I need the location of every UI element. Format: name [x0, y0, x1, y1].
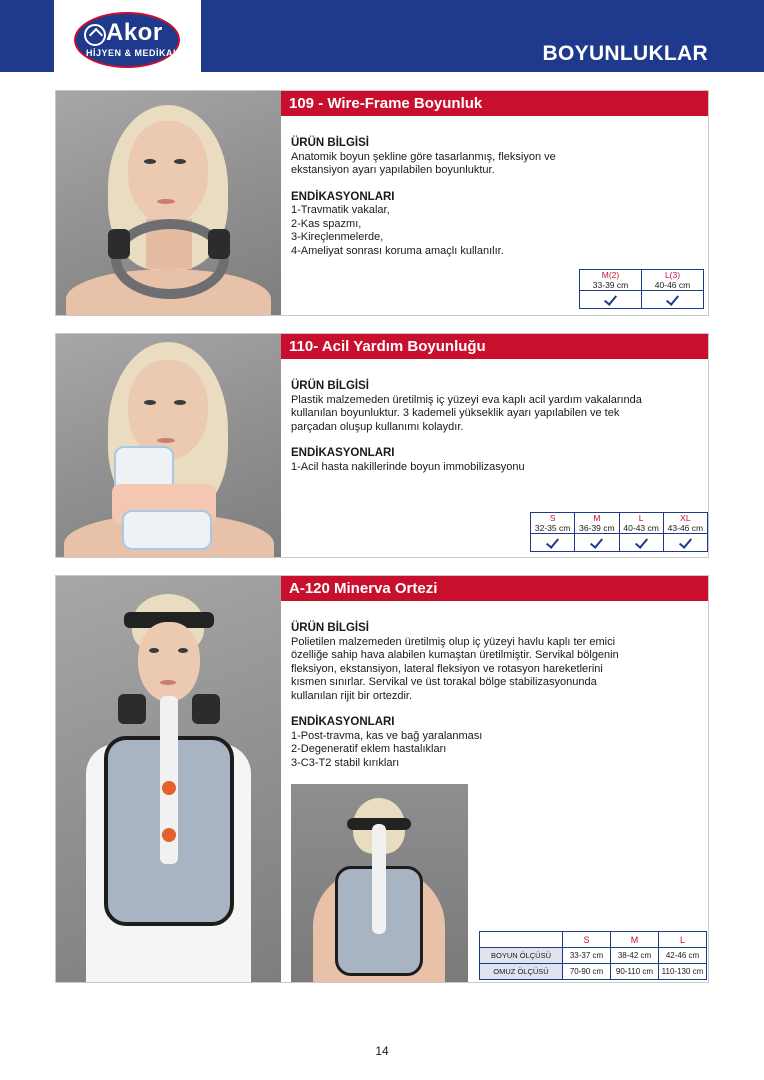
info-label: ÜRÜN BİLGİSİ [291, 380, 369, 392]
product-photo-wire-frame [56, 91, 281, 315]
product-photo-emergency-collar [56, 334, 281, 557]
availability-cell [619, 534, 663, 552]
measure-value: 33-37 cm [563, 948, 611, 964]
product-photo-minerva-back [291, 784, 468, 982]
size-cell: XL 43-46 cm [663, 513, 707, 534]
size-header: L [659, 932, 707, 948]
size-cell: L(3) 40-46 cm [642, 270, 704, 291]
check-icon [679, 535, 692, 549]
indication-item: 3-Kireçlenmelerde, [291, 231, 384, 243]
indication-item: 1-Post-travma, kas ve bağ yaralanması [291, 729, 483, 742]
size-cell: M(2) 33-39 cm [580, 270, 642, 291]
availability-cell [531, 534, 575, 552]
product-photo-minerva-front [56, 576, 281, 982]
size-cell: M 36-39 cm [575, 513, 619, 534]
info-line: kısmen sınırlar. Servikal ve üst torakal bölge stabilizasyonunda [291, 676, 597, 688]
availability-cell [663, 534, 707, 552]
product-description [291, 622, 698, 770]
indications-label: ENDİKASYONLARI [291, 190, 395, 203]
size-cell: L 40-43 cm [619, 513, 663, 534]
availability-cell [575, 534, 619, 552]
info-line: kullanılan rijit bir ortezdir. [291, 689, 413, 702]
check-icon [604, 292, 617, 306]
indication-item: 1-Acil hasta nakillerinde boyun immobilizasyonu [291, 460, 525, 473]
info-line: Polietilen malzemeden üretilmiş olup iç yüzeyi havlu kaplı ter emici [291, 635, 616, 648]
check-icon [635, 535, 648, 549]
measure-value: 70-90 cm [563, 964, 611, 980]
info-line: ekstansiyon ayarı yapılabilen boyunluktur. [291, 164, 495, 176]
availability-cell [642, 291, 704, 309]
info-line: kullanılan boyunluktur. 3 kademeli yükseklik ayarı yapılabilen ve tek [291, 407, 620, 419]
logo-container [54, 0, 201, 72]
page-number: 14 [375, 1044, 389, 1058]
size-table [579, 269, 704, 309]
row-label: OMUZ ÖLÇÜSÜ [480, 964, 563, 980]
product-description [291, 380, 698, 474]
info-label: ÜRÜN BİLGİSİ [291, 622, 369, 634]
indication-item: 2-Degeneratif eklem hastalıkları [291, 743, 447, 755]
product-description [291, 137, 698, 258]
product-title: 109 - Wire-Frame Boyunluk [281, 91, 708, 116]
indication-item: 2-Kas spazmı, [291, 217, 362, 230]
page-title: BOYUNLUKLAR [542, 42, 708, 65]
akor-logo [74, 12, 180, 68]
product-card-110 [55, 333, 709, 558]
measure-value: 90-110 cm [611, 964, 659, 980]
measure-value: 38-42 cm [611, 948, 659, 964]
info-line: Plastik malzemeden üretilmiş iç yüzeyi eva kaplı acil yardım vakalarında [291, 393, 642, 406]
indications-label: ENDİKASYONLARI [291, 716, 395, 728]
product-card-109 [55, 90, 709, 316]
logo-emblem-icon [84, 24, 106, 46]
indication-item: 1-Travmatik vakalar, [291, 204, 390, 216]
info-line: parçadan oluşup kullanımı kolaydır. [291, 420, 464, 433]
row-label: BOYUN ÖLÇÜSÜ [480, 948, 563, 964]
check-icon [666, 292, 679, 306]
info-label: ÜRÜN BİLGİSİ [291, 137, 369, 149]
product-title: 110- Acil Yardım Boyunluğu [281, 334, 708, 359]
size-header: M [611, 932, 659, 948]
measure-value: 110-130 cm [659, 964, 707, 980]
indication-item: 3-C3-T2 stabil kırıkları [291, 756, 400, 769]
measurement-table [479, 931, 707, 980]
logo-name: Akor [106, 19, 163, 46]
info-line: fleksiyon, ekstansiyon, lateral fleksiyon ve rotasyon hareketlerini [291, 662, 603, 675]
size-header: S [563, 932, 611, 948]
indications-label: ENDİKASYONLARI [291, 447, 395, 459]
check-icon [590, 535, 603, 549]
product-title: A-120 Minerva Ortezi [281, 576, 708, 601]
info-line: özelliğe sahip hava alabilen kumaştan üretilmiştir. Servikal bölgenin [291, 649, 619, 661]
indication-item: 4-Ameliyat sonrası koruma amaçlı kullanılır. [291, 244, 504, 257]
measure-value: 42-46 cm [659, 948, 707, 964]
size-table [530, 512, 708, 552]
size-cell: S 32-35 cm [531, 513, 575, 534]
product-card-a120 [55, 575, 709, 983]
header-bar [0, 0, 764, 72]
availability-cell [580, 291, 642, 309]
info-line: Anatomik boyun şekline göre tasarlanmış, fleksiyon ve [291, 150, 556, 163]
check-icon [546, 535, 559, 549]
logo-subtitle: HİJYEN & MEDİKAL [86, 48, 180, 58]
